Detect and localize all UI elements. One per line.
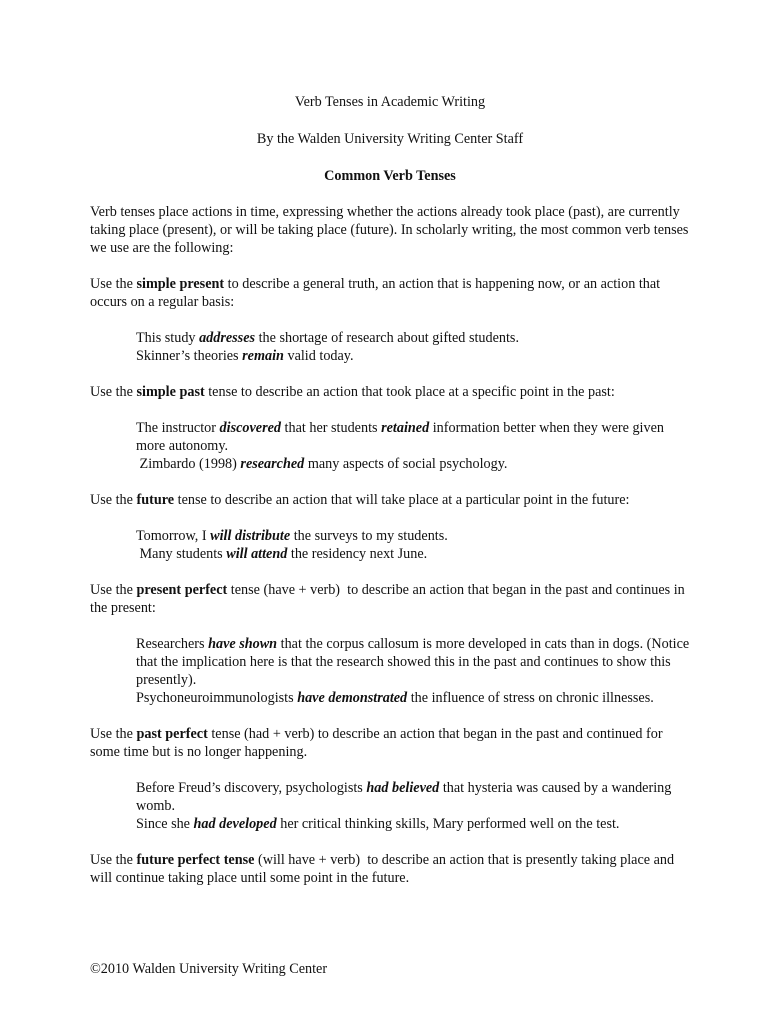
tense-term: simple present: [136, 276, 225, 292]
example-text: that the corpus callosum is more developed in cats than in dogs. (Notice that the implication here is that the research showed this in the past and continues to show this presently).: [136, 636, 690, 688]
tense-description: [90, 383, 690, 401]
example-text: information better when they were given more autonomy.: [136, 420, 664, 454]
description-text: to describe a general truth, an action that is happening now, or an action that occurs on a regular basis:: [90, 276, 661, 310]
example-text: Researchers: [136, 636, 209, 652]
example-text: many aspects of social psychology.: [304, 456, 508, 472]
example-sentence: [136, 635, 690, 689]
example-text: the residency next June.: [287, 546, 428, 562]
tense-term: simple past: [136, 384, 205, 400]
description-text: tense to describe an action that will take place at a particular point in the future:: [174, 492, 630, 508]
example-text: Many students: [136, 546, 227, 562]
lead-text: Use the: [90, 582, 137, 598]
example-verb: had developed: [193, 816, 277, 832]
example-verb: have shown: [208, 636, 278, 652]
example-text: Tomorrow, I: [136, 528, 211, 544]
example-sentence: [136, 779, 690, 815]
example-text: Skinner’s theories: [136, 348, 243, 364]
example-sentence: [136, 545, 690, 563]
tense-term: present perfect: [136, 582, 228, 598]
example-block: [136, 635, 690, 707]
tense-description: [90, 275, 690, 311]
example-block: [136, 527, 690, 563]
example-text: the surveys to my students.: [290, 528, 448, 544]
description-text: tense to describe an action that took place at a specific point in the past:: [204, 384, 615, 400]
example-text: Psychoneuroimmunologists: [136, 690, 298, 706]
byline: By the Walden University Writing Center Staff: [256, 131, 524, 147]
intro-paragraph: Verb tenses place actions in time, expressing whether the actions already took place (past), are currently taking place (present), or will be taking place (future). In scholarly writing, the most common verb tenses we use are the following:: [90, 204, 689, 256]
example-text: that her students: [281, 420, 382, 436]
description-text: tense (have + verb) to describe an action that began in the past and continues in the present:: [90, 582, 689, 616]
copyright-footer: ©2010 Walden University Writing Center: [90, 961, 328, 977]
example-sentence: [136, 689, 690, 707]
tense-term: future: [136, 492, 175, 508]
example-block: [136, 419, 690, 473]
example-verb: have demonstrated: [297, 690, 408, 706]
example-sentence: [136, 419, 690, 455]
example-sentence: [136, 455, 690, 473]
example-text: that hysteria was caused by a wandering womb.: [136, 780, 672, 814]
lead-text: Use the: [90, 276, 137, 292]
example-verb: will attend: [226, 546, 288, 562]
example-text: the shortage of research about gifted students.: [255, 330, 519, 346]
lead-text: Use the: [90, 852, 137, 868]
example-verb: discovered: [219, 420, 281, 436]
example-verb: had believed: [366, 780, 440, 796]
example-text: Zimbardo (1998): [136, 456, 241, 472]
document-title: Verb Tenses in Academic Writing: [294, 94, 486, 110]
section-heading: Common Verb Tenses: [324, 168, 456, 184]
example-sentence: [136, 815, 690, 833]
document-page: [90, 93, 690, 905]
description-text: (will have + verb) to describe an action that is presently taking place and will continue taking place until some point in the future.: [90, 852, 678, 886]
example-verb: researched: [240, 456, 305, 472]
example-verb: retained: [381, 420, 430, 436]
example-sentence: [136, 347, 690, 365]
tense-term: future perfect tense: [136, 852, 255, 868]
example-text: the influence of stress on chronic illnesses.: [407, 690, 654, 706]
tense-description: [90, 581, 690, 617]
tense-description: [90, 851, 690, 887]
tense-term: past perfect: [136, 726, 208, 742]
lead-text: Use the: [90, 726, 137, 742]
example-verb: will distribute: [210, 528, 291, 544]
description-text: tense (had + verb) to describe an action that began in the past and continued for some time but is no longer happening.: [90, 726, 663, 760]
lead-text: Use the: [90, 384, 137, 400]
example-sentence: [136, 527, 690, 545]
example-text: Since she: [136, 816, 194, 832]
example-text: valid today.: [283, 348, 354, 364]
example-text: The instructor: [136, 420, 220, 436]
example-block: [136, 779, 690, 833]
example-text: her critical thinking skills, Mary performed well on the test.: [276, 816, 620, 832]
tense-description: [90, 491, 690, 509]
example-verb: addresses: [199, 330, 256, 346]
lead-text: Use the: [90, 492, 137, 508]
example-block: [136, 329, 690, 365]
tense-description: [90, 725, 690, 761]
example-text: Before Freud’s discovery, psychologists: [136, 780, 367, 796]
example-sentence: [136, 329, 690, 347]
example-verb: remain: [242, 348, 284, 364]
example-text: This study: [136, 330, 200, 346]
